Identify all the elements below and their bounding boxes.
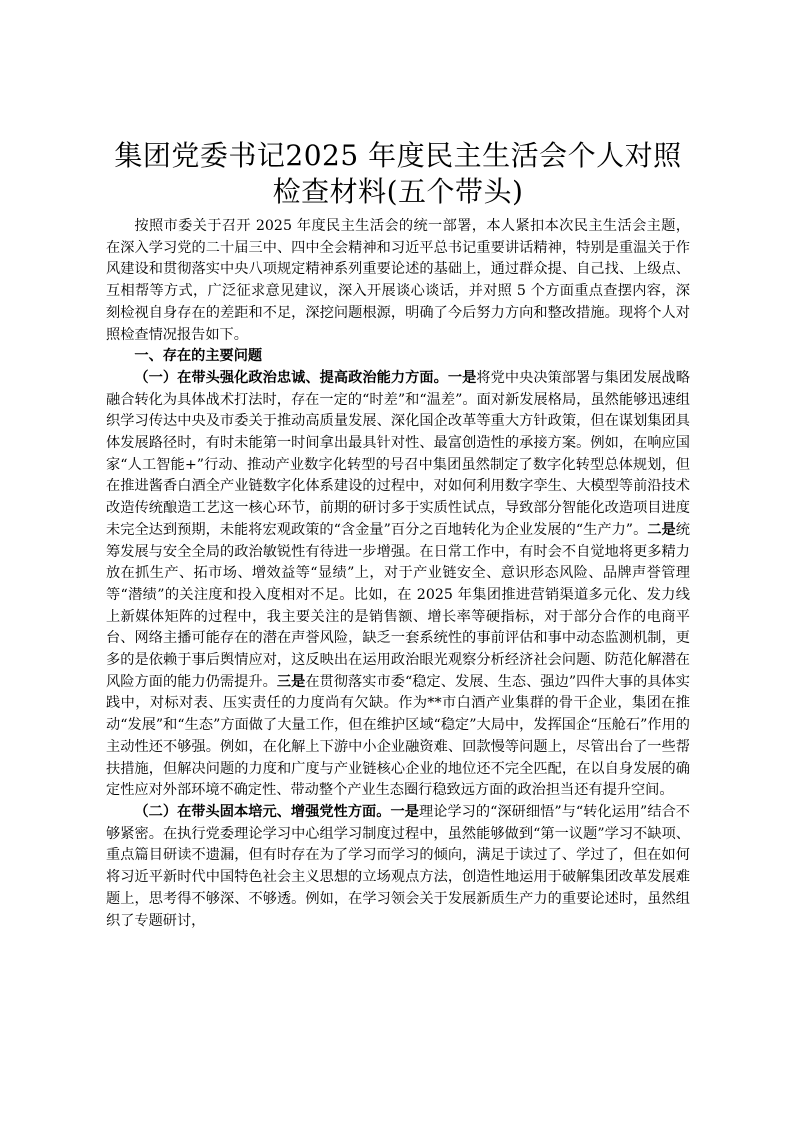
item-2-text-1: 理论学习的“深研细悟”与“转化运用”结合不够紧密。在执行党委理论学习中心组学习制度过程中，虽然能够做到“第一议题”学习不缺项、重点篇目研读不遗漏，但有时存在为了学习而学习的倾向，满足于读过了、学过了，但在如何将习近平新时代中国特色社会主义思想的立场观点方法，创造性地运用于破解集团改革发展难题上，思考得不够深、不够透。例如，在学习领会关于发展新质生产力的重要论述时，虽然组织了专题研讨，	[106, 803, 690, 929]
item-1-lead-2: 二是	[647, 521, 676, 538]
section-heading: 一、存在的主要问题	[134, 348, 263, 365]
item-1-text-1: 将党中央决策部署与集团发展战略融合转化为具体战术打法时，存在一定的“时差”和“温差”。面对新发展格局，虽然能够迅速组织学习传达中央及市委关于推动高质量发展、深化国企改革等重大方针政策，但在谋划集团具体发展路径时，有时未能第一时间拿出最具针对性、最富创造性的承接方案。例如，在响应国家“人工智能+”行动、推动产业数字化转型的号召中集团虽然制定了数字化转型总体规划，但在推进酱香白酒全产业链数字化体系建设的过程中，对如何利用数字孪生、大模型等前沿技术改造传统酿造工艺这一核心环节，前期的研讨多于实质性试点，导致部分智能化改造项目进度未完全达到预期，未能将宏观政策的“含金量”百分之百地转化为企业发展的“生产力”。	[106, 369, 690, 538]
item-1-lead-1: 一是	[447, 369, 477, 386]
intro-paragraph: 按照市委关于召开 2025 年度民主生活会的统一部署，本人紧扣本次民主生活会主题，在深入学习党的二十届三中、四中全会精神和习近平总书记重要讲话精神，特别是重温关于作风建设和贯彻落实中央八项规定精神系列重要论述的基础上，通过群众提、自己找、上级点、互相帮等方式，广泛征求意见建议，深入开展谈心谈话，并对照 5 个方面重点查摆内容，深刻检视自身存在的差距和不足，深挖问题根源，明确了今后努力方向和整改措施。现将个人对照检查情况报告如下。	[106, 218, 690, 343]
document-body	[106, 216, 690, 932]
item-1-paragraph	[106, 368, 690, 802]
item-2-lead-1: 一是	[390, 803, 419, 820]
item-1-lead-3: 三是	[276, 673, 306, 690]
document-title: 集团党委书记2025 年度民主生活会个人对照检查材料(五个带头)	[114, 139, 682, 208]
item-1-text-3: 在贯彻落实市委“稳定、发展、生态、强边”四件大事的具体实践中，对标对表、压实责任的力度尚有欠缺。作为**市白酒产业集群的骨干企业，集团在推动“发展”和“生态”方面做了大量工作，但在维护区域“稳定”大局中，发挥国企“压舱石”作用的主动性还不够强。例如，在化解上下游中小企业融资难、回款慢等问题上，尽管出台了一些帮扶措施，但解决问题的力度和广度与产业链核心企业的地位还不完全匹配，在以自身发展的确定性应对外部环境不确定性、带动整个产业生态圈行稳致远方面的政治担当还有提升空间。	[106, 673, 690, 799]
item-1-heading: （一）在带头强化政治忠诚、提高政治能力方面。	[134, 369, 448, 386]
item-2-paragraph	[106, 802, 690, 932]
item-2-heading: （二）在带头固本培元、增强党性方面。	[134, 803, 391, 820]
item-1-text-2: 统筹发展与安全全局的政治敏锐性有待进一步增强。在日常工作中，有时会不自觉地将更多精力放在抓生产、拓市场、增效益等“显绩”上，对于产业链安全、意识形态风险、品牌声誉管理等“潜绩”的关注度和投入度相对不足。比如，在 2025 年集团推进营销渠道多元化、发力线上新媒体矩阵的过程中，我主要关注的是销售额、增长率等硬指标，对于部分合作的电商平台、网络主播可能存在的潜在声誉风险，缺乏一套系统性的事前评估和事中动态监测机制，更多的是依赖于事后舆情应对，这反映出在运用政治眼光观察分析经济社会问题、防范化解潜在风险方面的能力仍需提升。	[106, 521, 690, 690]
document-page	[106, 138, 690, 932]
